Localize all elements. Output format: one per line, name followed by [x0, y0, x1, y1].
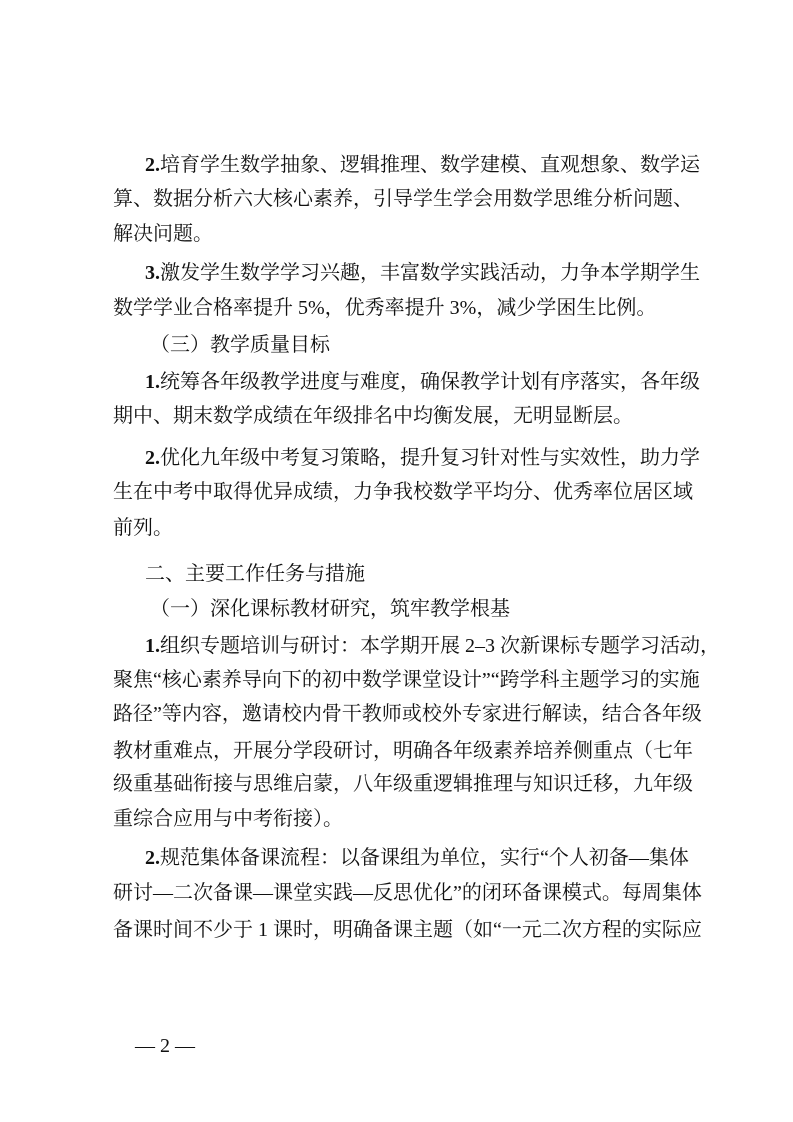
paragraph-line: 备课时间不少于 1 课时，明确备课主题（如“一元二次方程的实际应 [113, 919, 702, 941]
paragraph-line: 算、数据分析六大核心素养，引导学生学会用数学思维分析问题、 [113, 188, 693, 210]
paragraph-line: 数学学业合格率提升 5%，优秀率提升 3%，减少学困生比例。 [113, 297, 657, 319]
paragraph-line: 2.优化九年级中考复习策略，提升复习针对性与实效性，助力学 [145, 447, 700, 469]
paragraph-line: 期中、期末数学成绩在年级排名中均衡发展，无明显断层。 [113, 405, 633, 427]
section-heading: （一）深化课标教材研究，筑牢教学根基 [150, 598, 510, 620]
paragraph-line: 2.规范集体备课流程：以备课组为单位，实行“个人初备—集体 [145, 847, 689, 869]
paragraph-line: 聚焦“核心素养导向下的初中数学课堂设计”“跨学科主题学习的实施 [113, 669, 700, 691]
paragraph-line: 2.培育学生数学抽象、逻辑推理、数学建模、直观想象、数学运 [145, 154, 700, 176]
paragraph-line: 3.激发学生数学学习兴趣，丰富数学实践活动，力争本学期学生 [145, 262, 700, 284]
paragraph-line: 研讨—二次备课—课堂实践—反思优化”的闭环备课模式。每周集体 [113, 882, 702, 904]
paragraph-line: 生在中考中取得优异成绩，力争我校数学平均分、优秀率位居区域 [113, 481, 693, 503]
section-heading: （三）教学质量目标 [150, 334, 330, 356]
paragraph-line: 1.组织专题培训与研讨：本学期开展 2–3 次新课标专题学习活动， [145, 635, 720, 657]
paragraph-line: 级重基础衔接与思维启蒙，八年级重逻辑推理与知识迁移，九年级 [113, 773, 693, 795]
paragraph-line: 教材重难点，开展分学段研讨，明确各年级素养培养侧重点（七年 [113, 740, 693, 762]
paragraph-line: 前列。 [113, 517, 173, 539]
paragraph-line: 重综合应用与中考衔接）。 [113, 808, 343, 830]
paragraph-line: 路径”等内容，邀请校内骨干教师或校外专家进行解读，结合各年级 [113, 703, 702, 725]
paragraph-line: 1.统筹各年级教学进度与难度，确保教学计划有序落实，各年级 [145, 371, 700, 393]
chapter-heading: 二、主要工作任务与措施 [145, 563, 365, 585]
page-number: — 2 — [135, 1035, 195, 1057]
paragraph-line: 解决问题。 [113, 223, 213, 245]
